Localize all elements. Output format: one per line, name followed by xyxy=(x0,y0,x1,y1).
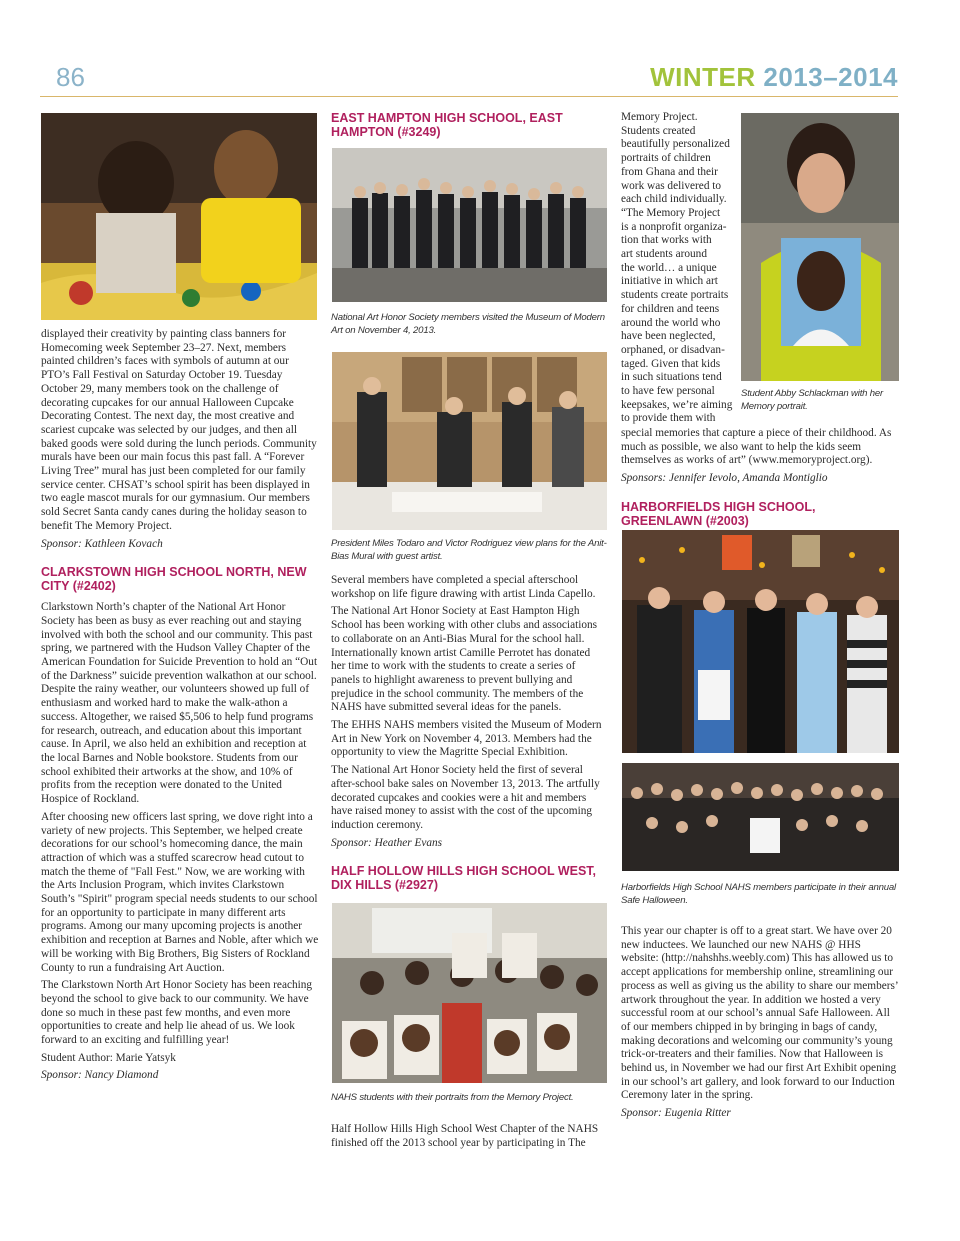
mural-planning-photo xyxy=(332,352,607,530)
memory-project-portraits-photo xyxy=(332,903,607,1083)
body-paragraph: The National Art Honor Society held the first of several after-school bake sales on November 13, 2013. The artfully decorated cupcakes and cookies were a hit and members have raised money to assist with the cost of the upcoming induction ceremony. xyxy=(331,764,600,831)
wrap-text-line: to provide them with xyxy=(621,412,716,425)
column-3-tail xyxy=(621,925,899,1135)
photo-caption: Harborfields High School NAHS members participate in their annual Safe Halloween. xyxy=(621,882,896,906)
wrap-text-line: tion that works with xyxy=(621,234,712,247)
photo-caption: President Miles Todaro and Victor Rodriguez view plans for the Anit-Bias Mural with guest artist. xyxy=(331,538,607,562)
wrap-text-line: the world… a unique xyxy=(621,261,717,274)
body-paragraph: The National Art Honor Society at East Hampton High School has been working with other clubs and associations to collaborate on an Anti-Bias Mural for the school hall. Internationally known artist Camille Perrotet has donated her time to work with the students to create a series of panels to highlight awareness to prevent bullying and prejudice in the school community. The members of the NAHS have submitted several ideas for the panels. xyxy=(331,605,598,714)
sponsor-line: Sponsor: Nancy Diamond xyxy=(41,1069,159,1082)
sponsor-line: Sponsor: Eugenia Ritter xyxy=(621,1107,731,1120)
column-3-body xyxy=(621,427,899,536)
column-2-body xyxy=(331,574,607,900)
safe-halloween-costumes-photo xyxy=(622,530,899,753)
body-paragraph: The EHHS NAHS members visited the Museum of Modern Art in New York on November 4, 2013. Members had the opportunity to view the Magritte Special Exhibition. xyxy=(331,719,602,759)
body-paragraph: The Clarkstown North Art Honor Society has been reaching beyond the school to give back to our community. We have done so much in these past few months, and even more opportunities to create and help lie ahead of us. We look forward to an exciting and fulfilling year! xyxy=(41,979,313,1047)
wrap-text-line: “The Memory Project xyxy=(621,206,721,219)
wrap-text-line: in such situations tend xyxy=(621,371,722,384)
wrap-text-line: beautifully personalized xyxy=(621,138,730,151)
moma-visit-photo xyxy=(332,148,607,302)
body-paragraph: Half Hollow Hills High School West Chapter of the NAHS finished off the 2013 school year by participating in The xyxy=(331,1123,599,1149)
section-heading-east-hampton: EAST HAMPTON HIGH SCHOOL, EAST HAMPTON (#3249) xyxy=(331,111,563,139)
wrap-text-line: Memory Project. xyxy=(621,111,698,123)
student-author: Student Author: Marie Yatsyk xyxy=(41,1051,176,1064)
wrap-text-line: for children and teens xyxy=(621,302,720,315)
wrap-text-line: from Ghana and their xyxy=(621,165,718,178)
page-number: 86 xyxy=(56,62,85,92)
wrap-text-line: have been neglected, xyxy=(621,330,716,343)
sponsor-line: Sponsor: Heather Evans xyxy=(331,836,443,849)
header-rule xyxy=(40,96,898,97)
body-paragraph: After choosing new officers last spring, we dove right into a variety of new projects. This September, we helped create decorations for our school’s homecoming dance, the main attraction of which was a stuffed scarecrow head cutout to match the theme of "Fall Fest." Now, we are working with the Arts Inclusion Program, which invites Clarkstown South’s "Spirit" program special needs students to our school for an opportunity to participate in many different arts programs. Among our many upcoming projects is another exhibition and reception at Barnes and Noble, after which we will be working with Big Brothers, Big Sisters of Rockland County to run a fundraising Art Auction. xyxy=(41,810,319,974)
wrap-text-line: initiative in which art xyxy=(621,275,718,288)
section-heading-harborfields: HARBORFIELDS HIGH SCHOOL, GREENLAWN (#2003) xyxy=(621,499,816,528)
wrap-text-line: keepsakes, we’re aiming xyxy=(621,398,733,411)
photo-caption: NAHS students with their portraits from the Memory Project. xyxy=(331,1092,574,1103)
section-heading-clarkstown: CLARKSTOWN HIGH SCHOOL NORTH, NEW CITY (#2402) xyxy=(41,565,307,594)
column-2 xyxy=(331,111,607,147)
body-paragraph: displayed their creativity by painting class banners for Homecoming week September 23–27. Next, members painted children’s faces with symbols of autumn at our PTO’s Fall Festival on Saturday October 19. Tuesday October 29, many members took on the challenge of decorating cupcakes for our annual Halloween Cupcake Decorating Contest. The next day, the most creative and scariest cupcake was selected by our judges, and then all baked goods were sold during the lunch periods. Community murals have been our main focus this past fall. A “Forever Living Tree” mural has just been completed for our family service center. CHSAT’s school spirit has been displayed in two eagle mascot murals for our gymnasium. Our members sold Secret Santa candy canes during the holiday season to benefit The Memory Project. xyxy=(41,328,317,532)
wrap-text-line: students create portraits xyxy=(621,289,729,302)
painting-banner-photo xyxy=(41,113,317,320)
column-1 xyxy=(41,328,319,1097)
sponsor-line: Sponsor: Kathleen Kovach xyxy=(41,537,163,550)
wrap-text-line: each child individually. xyxy=(621,193,727,206)
body-paragraph: Several members have completed a special afterschool workshop on life figure drawing with artist Linda Capello. xyxy=(331,574,596,600)
season-years: 2013–2014 xyxy=(763,62,898,92)
wrap-text-line: to have few personal xyxy=(621,385,715,398)
sponsor-line: Sponsors: Jennifer Ievolo, Amanda Montiglio xyxy=(621,472,828,485)
photo-caption: National Art Honor Society members visited the Museum of Modern Art on November 4, 2013. xyxy=(331,312,605,336)
wrap-text-line: around the world who xyxy=(621,316,721,329)
abby-portrait-photo xyxy=(741,113,899,381)
column-3-wrap xyxy=(621,111,741,426)
wrap-text-line: is a nonprofit organiza- xyxy=(621,220,727,233)
wrap-text-line: art students around xyxy=(621,248,707,261)
photo-caption: Student Abby Schlackman with her Memory portrait. xyxy=(741,388,884,412)
body-paragraph: special memories that capture a piece of their childhood. As much as possible, we also want to help the kids seem themselves as works of art” (www.memoryproject.org). xyxy=(621,427,892,467)
season-word: WINTER xyxy=(650,62,756,92)
wrap-text-line: taged. Given that kids xyxy=(621,357,721,370)
wrap-text-line: work was delivered to xyxy=(621,179,722,192)
body-paragraph: Clarkstown North’s chapter of the National Art Honor Society has been as busy as ever reaching out and staying involved with both the school and our community. This past spring, we partnered with the Hudson Valley Chapter of the American Foundation for Suicide Prevention to hold an “Out of the Darkness” suicide prevention walkathon at our school. Despite the rainy weather, our volunteers showed up full of enthusiasm and worked hard to make the walk-athon a success. Altogether, we raised $5,506 to help fund programs for research, outreach, and education about this important cause. In April, we also held an exhibition and reception at the local Barnes and Noble bookstore. Students from our school exhibited their artworks at the show, and 10% of profits from the reception were donated to the United Hospice of Rockland. xyxy=(41,601,318,806)
section-heading-half-hollow-hills: HALF HOLLOW HILLS HIGH SCHOOL WEST, DIX HILLS (#2927) xyxy=(331,864,597,893)
harborfields-group-photo xyxy=(622,763,899,871)
wrap-text-line: orphaned, or disadvan- xyxy=(621,343,725,356)
column-2-tail xyxy=(331,1123,607,1154)
issue-title xyxy=(650,62,898,93)
wrap-text-line: portraits of children xyxy=(621,152,711,165)
wrap-text-line: Students created xyxy=(621,124,696,137)
body-paragraph: This year our chapter is off to a great start. We have over 20 new inductees. We launched our new NAHS @ HHS website: (http://nahshhs.weebly.com) This has allowed us to accept applications for membership online, streamlining our process as well as giving us the ability to share our members’ artwork throughout the year. In addition we hosted a very successful room at our school’s annual Safe Halloween. All of our members chipped in by bringing in bags of candy, making decorations and welcoming our community’s young trick-or-treaters and their families. Now that Halloween is behind us, in November we had our first Art Exhibit opening in our school’s art gallery, and look forward to our Induction Ceremony later in the spring. xyxy=(621,925,898,1102)
